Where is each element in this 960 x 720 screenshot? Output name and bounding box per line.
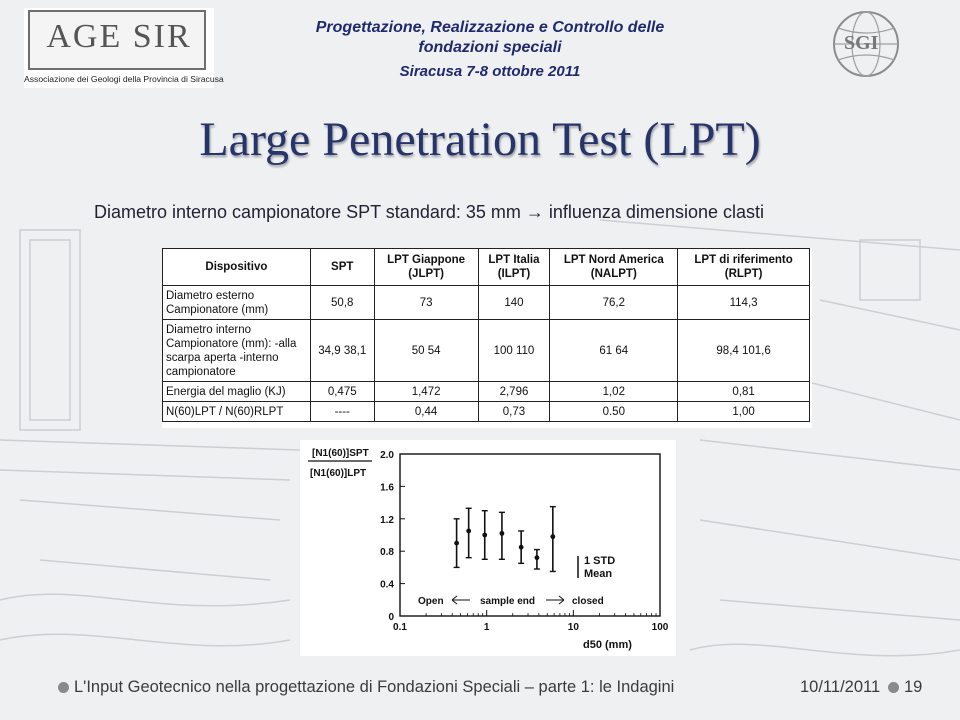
n-ratio-chart bbox=[300, 440, 676, 656]
chart-mean-point bbox=[454, 541, 459, 546]
footer-bullet-icon bbox=[888, 682, 899, 693]
chart-x-tick-label: 100 bbox=[651, 622, 669, 633]
chart-xlabel: d50 (mm) bbox=[583, 639, 632, 651]
chart-annotation-open: Open bbox=[418, 596, 444, 607]
lpt-comparison-table bbox=[162, 248, 812, 428]
footer-bullet-icon bbox=[58, 682, 69, 693]
table-cell: 2,796 bbox=[478, 382, 550, 402]
chart-ylabel-denominator: [N1(60)]LPT bbox=[310, 468, 367, 479]
agesir-logo-frame bbox=[28, 10, 206, 70]
chart-x-tick-label: 10 bbox=[567, 622, 579, 633]
chart-mean-point bbox=[550, 534, 555, 539]
table-cell: 140 bbox=[478, 286, 550, 320]
conference-header bbox=[270, 18, 710, 81]
table-row bbox=[163, 286, 810, 320]
chart-mean-point bbox=[519, 545, 524, 550]
chart-y-tick-label: 1.2 bbox=[380, 514, 394, 526]
slide-subtitle: Diametro interno campionatore SPT standard: 35 mm → influenza dimensione clasti bbox=[94, 202, 764, 222]
chart-legend-std: 1 STD bbox=[584, 555, 616, 567]
table-cell: 76,2 bbox=[550, 286, 678, 320]
chart-annotation-closed: closed bbox=[572, 596, 604, 607]
table-header-cell: LPT Nord America (NALPT) bbox=[550, 249, 678, 286]
table-cell: 0,73 bbox=[478, 402, 550, 422]
table-cell: 100 110 bbox=[478, 320, 550, 382]
table-row-label: Diametro interno Campionatore (mm): -alla scarpa aperta -interno campionatore bbox=[163, 320, 311, 382]
chart-ylabel-numerator: [N1(60)]SPT bbox=[312, 448, 369, 459]
table-cell: 50 54 bbox=[374, 320, 478, 382]
table-cell: 1,02 bbox=[550, 382, 678, 402]
table-cell: 1,00 bbox=[678, 402, 810, 422]
chart-y-tick-label: 0.8 bbox=[380, 547, 394, 559]
chart-x-tick-label: 1 bbox=[483, 622, 490, 633]
table-header-cell: LPT di riferimento (RLPT) bbox=[678, 249, 810, 286]
table-cell: 0,81 bbox=[678, 382, 810, 402]
table-row-label: Diametro esterno Campionatore (mm) bbox=[163, 286, 311, 320]
table-cell: 0,475 bbox=[310, 382, 374, 402]
sgi-logo bbox=[818, 10, 914, 78]
chart-annotation-left-arrow-icon bbox=[452, 596, 470, 604]
lpt-table bbox=[162, 248, 810, 422]
table-cell: 50,8 bbox=[310, 286, 374, 320]
sgi-logo-text: SGI bbox=[844, 32, 879, 54]
chart-plot-frame bbox=[400, 454, 660, 616]
table-header-row bbox=[163, 249, 810, 286]
header-line-3: Siracusa 7-8 ottobre 2011 bbox=[399, 63, 581, 80]
table-row-label: Energia del maglio (KJ) bbox=[163, 382, 311, 402]
table-cell: 0,44 bbox=[374, 402, 478, 422]
chart-annotation-right-arrow-icon bbox=[546, 596, 564, 604]
agesir-logo-subtitle: Associazione dei Geologi della Provincia di Siracusa bbox=[24, 74, 224, 84]
table-cell: 114,3 bbox=[678, 286, 810, 320]
table-header-cell: LPT Giappone (JLPT) bbox=[374, 249, 478, 286]
n-ratio-chart-svg bbox=[300, 440, 676, 656]
header-line-2: fondazioni speciali bbox=[418, 39, 562, 56]
table-cell: 61 64 bbox=[550, 320, 678, 382]
table-header-cell: Dispositivo bbox=[163, 249, 311, 286]
table-header-cell: LPT Italia (ILPT) bbox=[478, 249, 550, 286]
chart-mean-point bbox=[500, 531, 505, 536]
table-cell: 98,4 101,6 bbox=[678, 320, 810, 382]
table-cell: 34,9 38,1 bbox=[310, 320, 374, 382]
table-row bbox=[163, 402, 810, 422]
slide-footer bbox=[0, 676, 960, 700]
table-cell: 73 bbox=[374, 286, 478, 320]
chart-mean-point bbox=[466, 529, 471, 534]
chart-y-tick-label: 2.0 bbox=[380, 450, 394, 461]
table-row-label: N(60)LPT / N(60)RLPT bbox=[163, 402, 311, 422]
chart-mean-point bbox=[535, 555, 540, 560]
chart-x-tick-label: 0.1 bbox=[393, 622, 407, 633]
footer-date: 10/11/2011 bbox=[800, 678, 881, 696]
table-cell: 0.50 bbox=[550, 402, 678, 422]
slide-title: Large Penetration Test (LPT) bbox=[199, 113, 761, 166]
table-cell: 1,472 bbox=[374, 382, 478, 402]
chart-y-tick-label: 1.6 bbox=[380, 482, 394, 494]
chart-y-tick-label: 0.4 bbox=[380, 579, 394, 591]
chart-mean-point bbox=[482, 533, 487, 538]
chart-annotation-sample-end: sample end bbox=[480, 596, 536, 607]
table-row bbox=[163, 320, 810, 382]
table-header-cell: SPT bbox=[310, 249, 374, 286]
chart-legend-mean: Mean bbox=[584, 568, 613, 580]
table-row bbox=[163, 382, 810, 402]
footer-text: L'Input Geotecnico nella progettazione di Fondazioni Speciali – parte 1: le Indagini bbox=[74, 678, 675, 696]
table-cell: ---- bbox=[310, 402, 374, 422]
header-line-1: Progettazione, Realizzazione e Controllo delle bbox=[315, 19, 665, 36]
chart-y-tick-label: 0 bbox=[388, 612, 394, 623]
agesir-logo bbox=[24, 8, 224, 88]
page-number: 19 bbox=[904, 678, 923, 696]
agesir-logo-text: AGE SIR bbox=[46, 18, 192, 55]
